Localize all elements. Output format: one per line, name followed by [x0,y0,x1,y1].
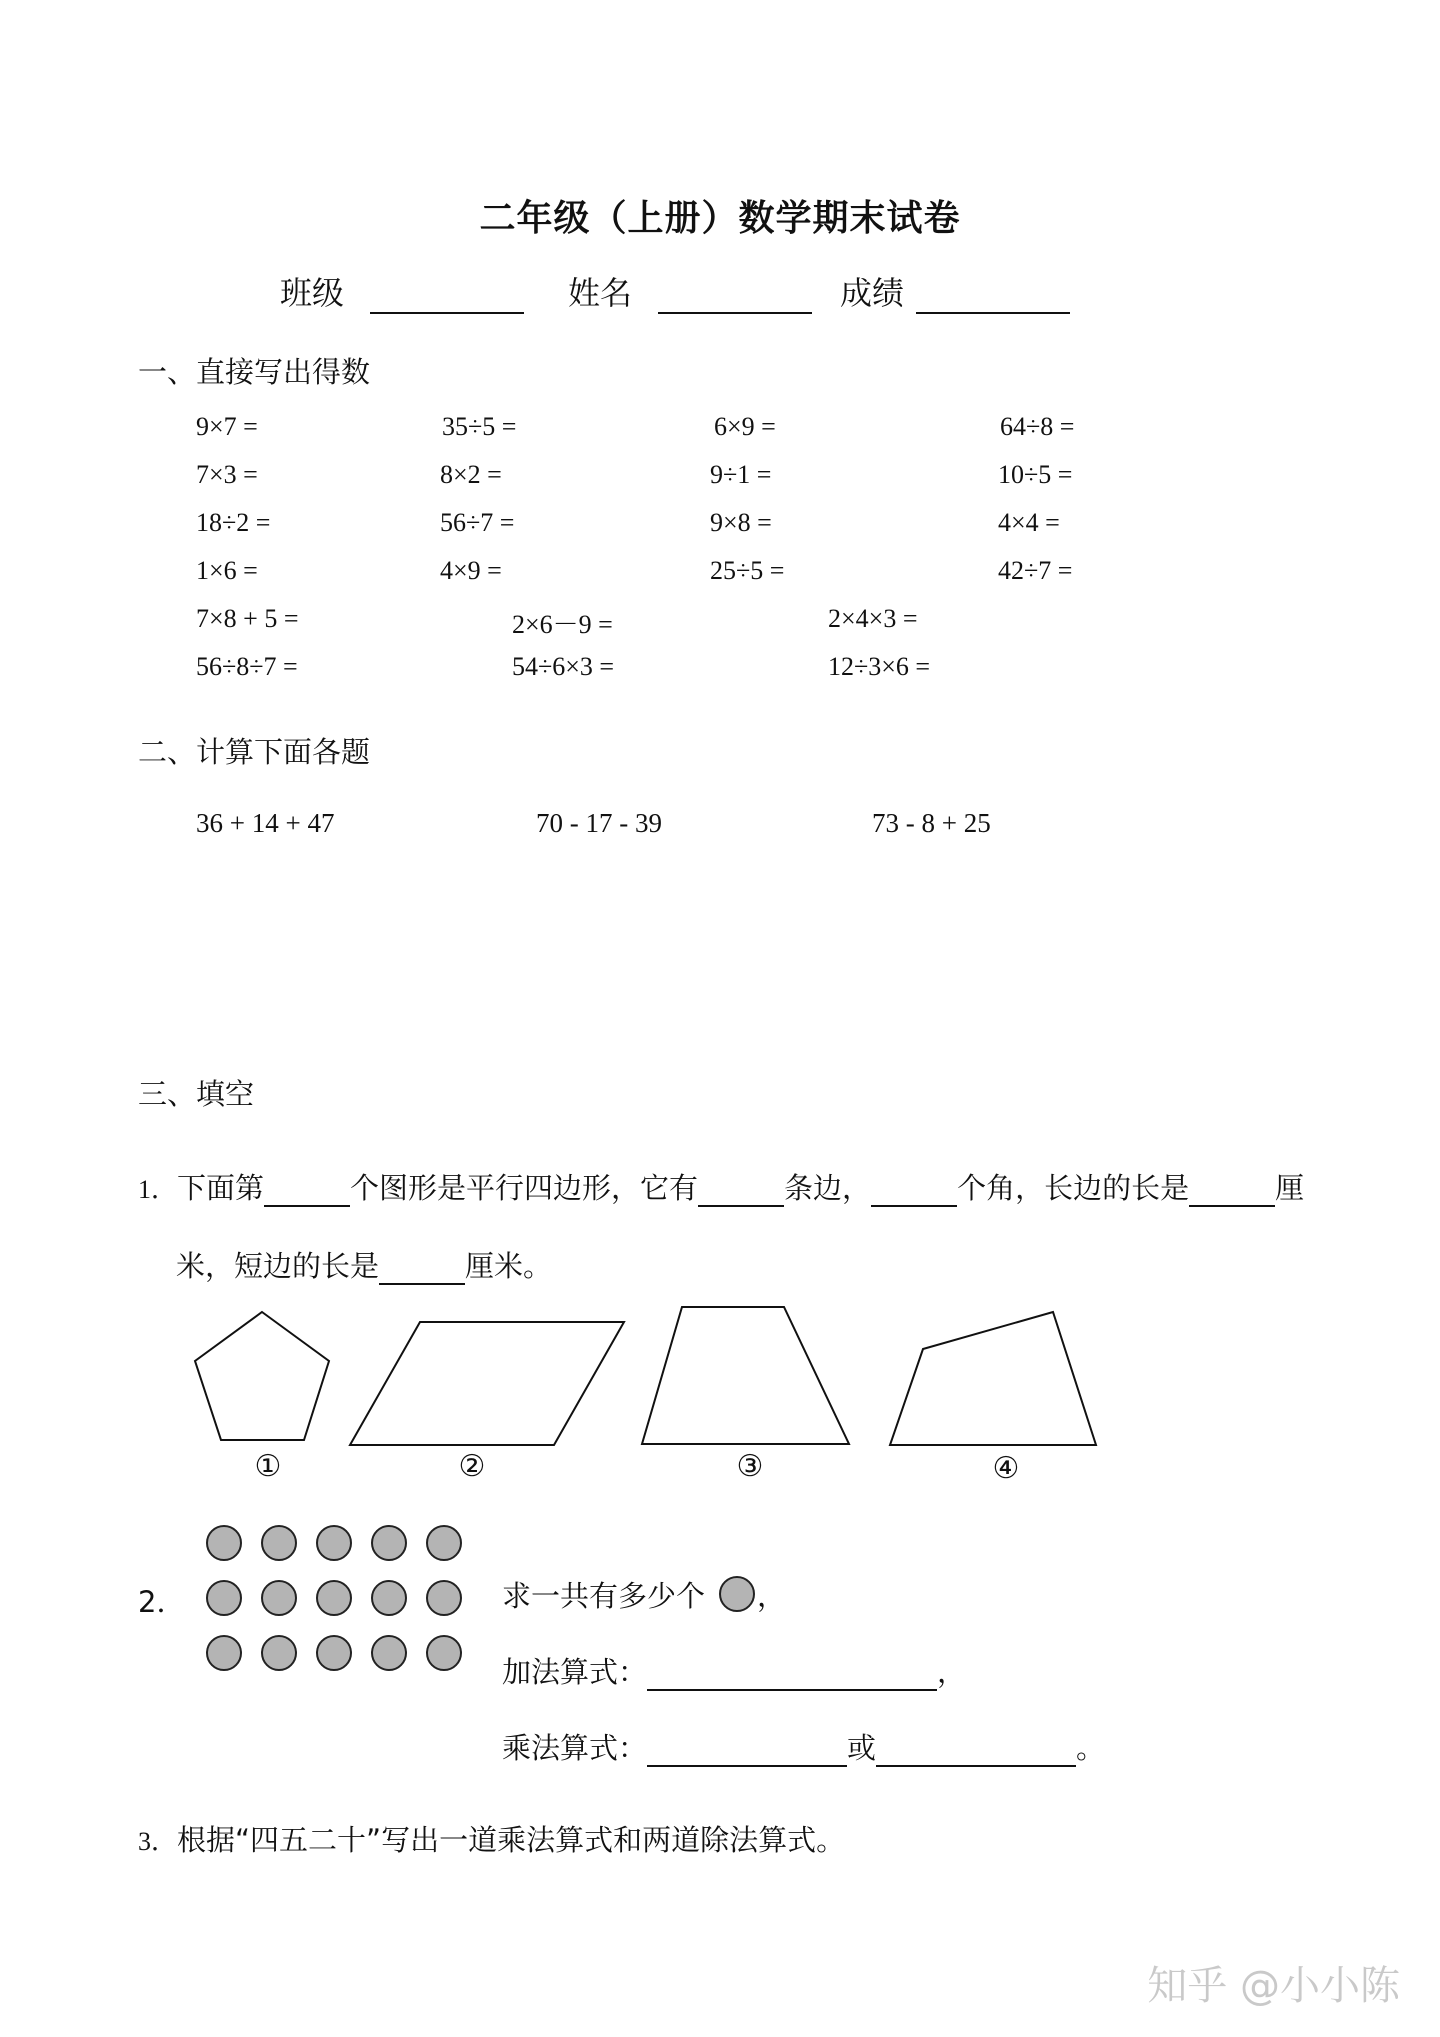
oral-item: 35÷5 = [442,412,517,441]
q1-text: 米，短边的长是 [176,1249,380,1283]
dot [372,1581,406,1615]
dot-grid [207,1526,461,1670]
oral-item: 8×2 = [440,460,502,489]
q1-text: 条边， [784,1171,872,1205]
shape-label-4: ④ [992,1451,1020,1486]
q2-mul-line [502,1726,1105,1767]
dot [427,1636,461,1670]
section1-heading: 一、直接写出得数 [138,355,371,389]
section3-heading: 三、填空 [138,1077,255,1111]
q3-text: 根据“四五二十”写出一道乘法算式和两道除法算式。 [177,1823,846,1857]
oral-item: 54÷6×3 = [512,652,615,681]
oral-item: 10÷5 = [998,460,1073,489]
q1-text: 个图形是平行四边形，它有 [350,1171,699,1205]
oral-item: 7×8 + 5 = [196,604,299,633]
dot [207,1636,241,1670]
dot [262,1581,296,1615]
q2-prompt [502,1574,786,1615]
q2-number: 2． [138,1585,186,1619]
q1-number: 1． [138,1175,178,1204]
dot [262,1636,296,1670]
q1-text: 个角，长边的长是 [957,1171,1190,1205]
mul-or: 或 [847,1731,877,1765]
oral-item: 9×8 = [710,508,772,537]
calc-item: 36 + 14 + 47 [196,808,335,838]
dot [317,1581,351,1615]
oral-item: 7×3 = [196,460,258,489]
calc-item: 73 - 8 + 25 [872,808,991,838]
dot [207,1581,241,1615]
add-label: 加法算式： [502,1655,648,1689]
dot [317,1526,351,1560]
oral-item: 64÷8 = [1000,412,1075,441]
q1-text: 厘 [1275,1171,1305,1205]
oral-item: 18÷2 = [196,508,271,537]
dot [207,1526,241,1560]
dot [372,1636,406,1670]
shape-label-2: ② [458,1449,486,1484]
oral-item: 2×4×3 = [828,604,918,633]
name-label: 姓名 [568,274,633,312]
oral-item: 9×7 = [196,412,258,441]
trapezoid-shape [642,1307,849,1444]
oral-item: 2×6－9 = [512,610,613,639]
q2-add-line [502,1650,966,1691]
pentagon-shape [195,1312,329,1440]
dot [317,1636,351,1670]
oral-item: 25÷5 = [710,556,785,585]
oral-item: 4×4 = [998,508,1060,537]
mul-blank-1[interactable] [647,1735,847,1767]
calc-item: 70 - 17 - 39 [536,808,662,838]
shape-label-3: ③ [736,1449,764,1484]
oral-item: 4×9 = [440,556,502,585]
dot [427,1526,461,1560]
q1-text: 厘米。 [465,1249,553,1283]
oral-item: 9÷1 = [710,460,772,489]
add-blank[interactable] [647,1659,937,1691]
score-label: 成绩 [840,274,905,312]
class-label: 班级 [280,274,345,312]
oral-item: 12÷3×6 = [828,652,931,681]
section2-heading: 二、计算下面各题 [138,735,371,769]
dot [262,1526,296,1560]
oral-item: 42÷7 = [998,556,1073,585]
dot [372,1526,406,1560]
add-end: ， [937,1655,967,1689]
quadrilateral-shape [890,1312,1096,1445]
dot [427,1581,461,1615]
shape-label-1: ① [254,1449,282,1484]
q3-number: 3． [138,1827,178,1856]
mul-label: 乘法算式： [502,1731,648,1765]
page-title: 二年级（上册）数学期末试卷 [479,197,961,239]
mul-blank-2[interactable] [876,1735,1076,1767]
parallelogram-shape [350,1322,624,1445]
oral-item: 56÷8÷7 = [196,652,298,681]
q2-prompt-end: ， [757,1579,787,1613]
oral-item: 1×6 = [196,556,258,585]
q2-prompt-text: 求一共有多少个 [502,1579,706,1613]
mul-end: 。 [1076,1731,1106,1765]
q3-line [138,1818,845,1859]
q1-text: 下面第 [177,1171,265,1205]
oral-item: 56÷7 = [440,508,515,537]
watermark: 知乎 @小小陈 [1147,1963,1400,2009]
oral-item: 6×9 = [714,412,776,441]
